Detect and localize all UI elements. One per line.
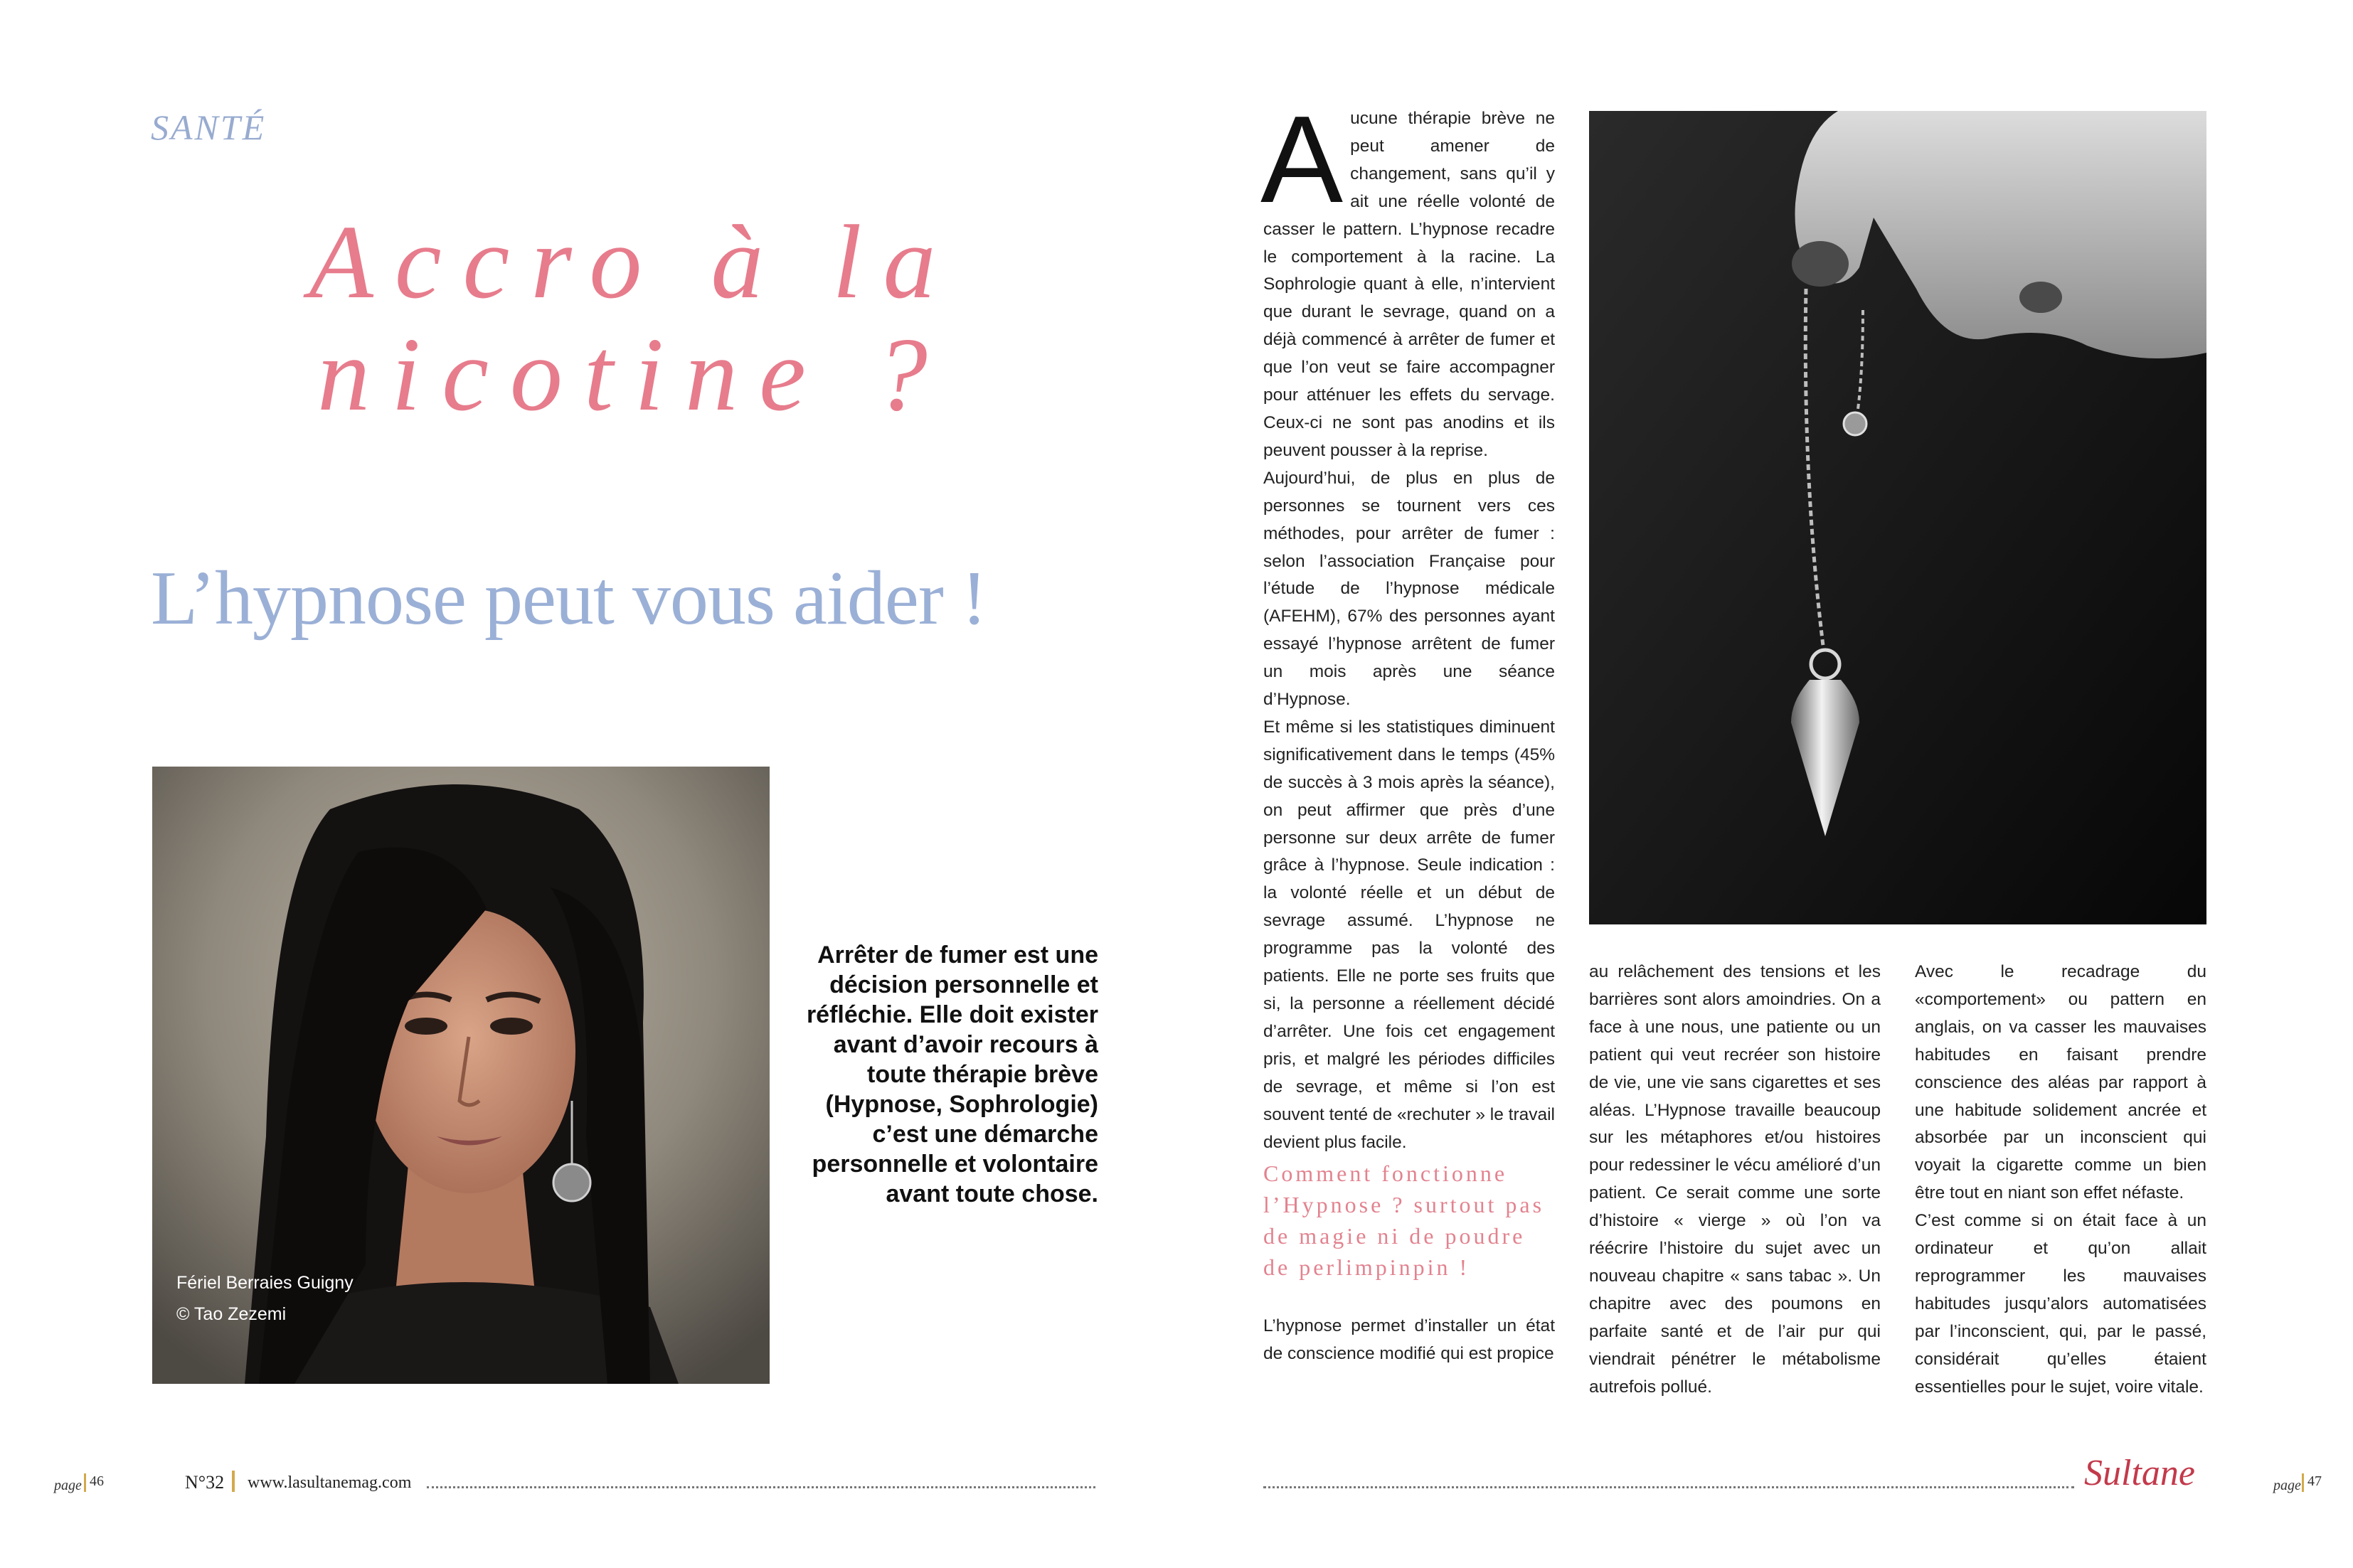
paragraph-5: au relâchement des tensions et les barrières sont alors amoindries. On a face à une nous, une patiente ou un patient qui veut recréer son histoire de vie, une vie sans cigarettes et ses aléas. L’Hypnose travaille beaucoup sur les métaphores et/ou histoires pour redessiner le vécu amélioré d’un patient. Ce serait comme une sorte d’histoire « vierge » où l’on va réécrire l’histoire du sujet avec un nouveau chapitre « sans tabac ». Un chapitre avec des poumons en parfaite santé et de l’air pur qui viendrait pénétrer le métabolisme autrefois pollué. bbox=[1589, 962, 1881, 1397]
photo-caption bbox=[176, 1267, 354, 1330]
paragraph-4: L’hypnose permet d’installer un état de conscience modifié qui est propice bbox=[1263, 1316, 1555, 1363]
body-column-1 bbox=[1260, 90, 1555, 1156]
body-column-1-bottom bbox=[1263, 1313, 1555, 1368]
right-page-label: page bbox=[2273, 1478, 2301, 1493]
section-label: SANTÉ bbox=[151, 107, 267, 147]
right-page-number: 47 bbox=[2307, 1473, 2322, 1489]
website-link[interactable]: www.lasultanemag.com bbox=[248, 1473, 412, 1492]
paragraph-2: Aujourd’hui, de plus en plus de personnes se tournent vers ces méthodes, pour arrêter de fumer : selon l’association Française pour l’étude de l’hypnose médicale (AFEHM), 67% des personnes ayant essayé l’hypnose arrêtent de fumer un mois après une séance d’Hypnose. bbox=[1263, 468, 1555, 710]
photo-caption-credit: © Tao Zezemi bbox=[176, 1304, 287, 1324]
left-page-number: 46 bbox=[90, 1473, 104, 1489]
article-lead: Arrêter de fumer est une décision personnelle et réfléchie. Elle doit exister avant d’avoir recours à toute thérapie brève (Hypnose, Sophrologie) c’est une démarche personnelle et volontaire avant toute chose. bbox=[806, 942, 1098, 1207]
article-title-line-2: nicotine ? bbox=[317, 316, 949, 433]
drop-cap: A bbox=[1260, 90, 1344, 228]
article-title bbox=[277, 206, 989, 431]
left-page-label: page bbox=[54, 1478, 82, 1493]
footer-dotted-rule-left bbox=[427, 1486, 1095, 1488]
issue-divider bbox=[232, 1471, 235, 1492]
issue-number: N°32 bbox=[185, 1472, 225, 1493]
left-page-divider bbox=[84, 1473, 86, 1492]
paragraph-1: ucune thérapie brève ne peut amener de changement, sans qu’il y ait une réelle volonté de casser le pattern. L’hypnose recadre le comportement à la racine. La Sophrologie quant à elle, n’intervient que durant le sevrage, quand on a déjà commencé à arrêter de fumer et que l’on veut se faire accompagner pour atténuer les effets du servage. Ceux-ci ne sont pas anodins et ils peuvent pousser à la reprise. bbox=[1263, 109, 1555, 460]
article-title-line-1: Accro à la bbox=[309, 204, 957, 321]
pendulum-illustration bbox=[1589, 111, 2206, 924]
body-column-3 bbox=[1915, 959, 2206, 1402]
body-column-2 bbox=[1589, 959, 1881, 1402]
magazine-logo: Sultane bbox=[2084, 1453, 2195, 1493]
right-page-divider bbox=[2302, 1473, 2304, 1492]
pendulum-photo bbox=[1589, 111, 2206, 924]
paragraph-7: C’est comme si on était face à un ordinateur et qu’on allait reprogrammer les mauvaises habitudes jusqu’alors automatisées par l’inconscient, qui, par le passé, considérait qu’elles étaient essentielles pour le sujet, voire vitale. bbox=[1915, 1211, 2206, 1397]
paragraph-6: Avec le recadrage du «comportement» ou pattern en anglais, on va casser les mauvaises habitudes en faisant prendre conscience des aléas par rapport à une habitude solidement ancrée et absorbée par un inconscient qui voyait la cigarette comme un bien être tout en niant son effet néfaste. bbox=[1915, 962, 2206, 1203]
article-subtitle: L’hypnose peut vous aider ! bbox=[151, 556, 987, 641]
section-heading: Comment fonctionne l’Hypnose ? surtout pas de magie ni de poudre de perlimpinpin ! bbox=[1263, 1161, 1545, 1280]
footer-dotted-rule-right bbox=[1263, 1486, 2074, 1488]
paragraph-3: Et même si les statistiques diminuent significativement dans le temps (45% de succès à 3 mois après la séance), on peut affirmer que près d’une personne sur deux arrête de fumer grâce à l’hypnose. Seule indication : la volonté réelle et un début de sevrage assumé. L’hypnose ne programme pas la volonté des patients. Elle ne porte ses fruits que si, la personne a réellement décidé d’arrêter. Une fois cet engagement pris, et malgré les périodes difficiles de sevrage, et même si l’on est souvent tenté de «rechuter » le travail devient plus facile. bbox=[1263, 717, 1555, 1152]
photo-caption-name: Fériel Berraies Guigny bbox=[176, 1273, 354, 1293]
